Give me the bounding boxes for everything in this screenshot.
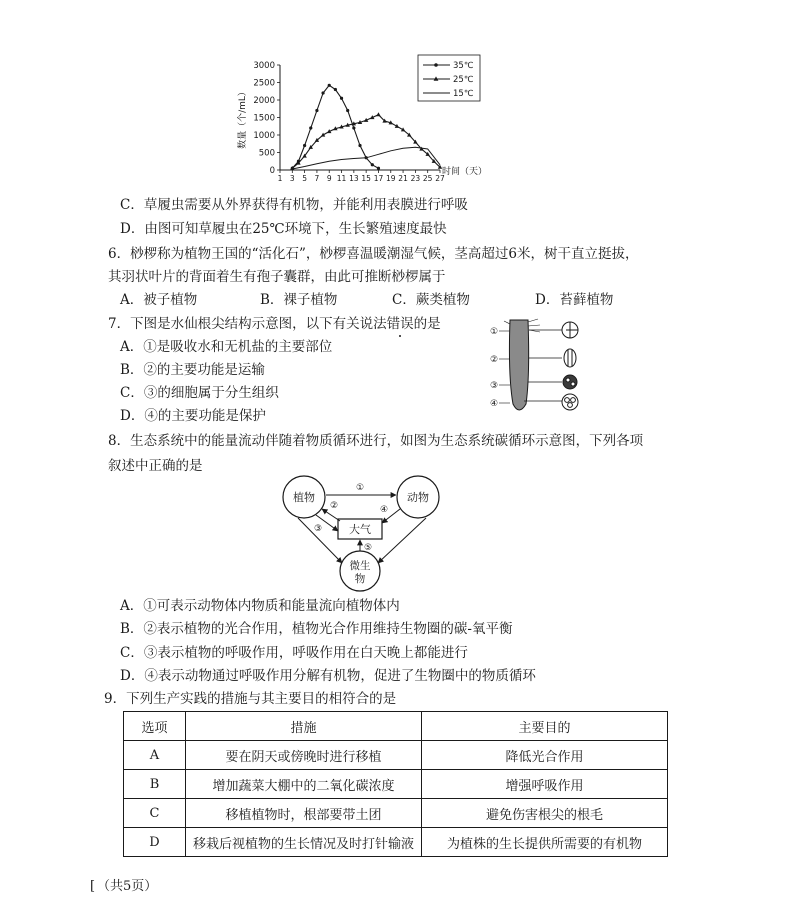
y-axis-label: 数量（个/mL） [238,87,248,149]
q7-option-c: C．③的细胞属于分生组织 [120,385,279,401]
series-point-0 [309,126,312,129]
arrow-2-label: ② [330,501,339,511]
cell-4-cluster [562,394,578,410]
q6-option-c: C．蕨类植物 [392,292,470,308]
table-cell-purpose: 降低光合作用 [422,741,668,770]
footer-bracket-mark: [ [90,879,96,894]
footer-page-count: （共5页） [97,879,158,894]
x-tick-label: 7 [314,174,320,183]
q7-option-a: A．①是吸收水和无机盐的主要部位 [120,339,333,355]
x-tick-label: 25 [422,174,433,183]
root-label-4: ④ [490,399,499,409]
arrow-3-label: ③ [314,524,323,534]
q7-stem-emphasis: 错误 [386,316,414,332]
table-cell-purpose: 增强呼吸作用 [422,770,668,799]
y-tick-label: 3000 [253,61,275,71]
carbon-cycle-diagram [270,475,460,593]
q5-option-d: D．由图可知草履虫在25℃环境下，生长繁殖速度最快 [120,221,447,237]
legend-label-1: 25℃ [453,75,474,85]
q6-option-d: D．苔藓植物 [535,292,614,308]
table-row [124,828,668,857]
series-point-0 [377,167,380,170]
x-axis-label: 时间（天） [442,167,488,177]
x-tick-label: 5 [302,174,308,183]
table-cell-measure: 移植植物时，根部要带土团 [186,799,422,828]
table-cell-purpose: 为植株的生长提供所需要的有机物 [422,828,668,857]
series-point-0 [371,163,374,166]
q7-stem-pre: 7．下图是水仙根尖结构示意图，以下有关说法 [108,316,387,332]
series-point-0 [321,91,324,94]
q6-stem-line2: 其羽状叶片的背面着生有孢子囊群，由此可推断桫椤属于 [108,269,446,285]
chart-legend [418,55,480,101]
microbe-label-line2: 物 [354,573,366,585]
x-tick-label: 3 [289,174,295,183]
series-point-0 [315,109,318,112]
header-purpose: 主要目的 [422,712,668,741]
arrow-animal-to-microbe [378,518,426,563]
x-tick-label: 11 [336,174,347,183]
q7-option-b: B．②的主要功能是运输 [120,362,265,378]
series-point-0 [334,88,337,91]
q8-stem-line2: 叙述中正确的是 [108,458,203,474]
y-tick-label: 500 [258,148,275,159]
arrow-4-label: ④ [380,505,389,515]
series-point-0 [303,144,306,147]
x-tick-label: 27 [435,174,445,183]
header-measure: 措施 [186,712,422,741]
root-leader-lines [499,331,510,403]
q6-stem-line1: 6．桫椤称为植物王国的“活化石”，桫椤喜温暖潮湿气候，茎高超过6米，树干直立挺拔， [108,246,639,262]
cell-3-cluster [563,375,577,389]
series-line-1 [292,115,440,169]
table-cell-option: A [124,741,186,770]
q7-option-d: D．④的主要功能是保护 [120,408,266,424]
table-row [124,741,668,770]
cell-2-vessel-cell [564,349,576,367]
q5-option-c: C．草履虫需要从外界获得有机物，并能利用表膜进行呼吸 [120,197,468,213]
series-point-1 [376,112,380,116]
root-tip-diagram [486,316,594,416]
table-cell-option: B [124,770,186,799]
q8-option-a: A．①可表示动物体内物质和能量流向植物体内 [120,598,400,614]
legend-marker-0 [434,63,438,67]
y-tick-label: 1500 [253,113,275,124]
q6-option-b: B．裸子植物 [260,292,338,308]
legend-label-2: 15℃ [453,89,474,99]
microbe-label-line1: 微生 [349,560,371,572]
table-cell-measure: 要在阴天或傍晚时进行移植 [186,741,422,770]
root-body [509,320,528,410]
root-label-3: ③ [490,381,499,391]
x-tick-label: 15 [361,174,371,183]
series-point-0 [358,144,361,147]
header-option: 选项 [124,712,186,741]
q8-option-d: D．④表示动物通过呼吸作用分解有机物，促进了生物圈中的物质循环 [120,668,536,684]
q7-stem-post: 的是 [413,316,441,332]
y-tick-label: 2500 [253,78,275,89]
air-label: 大气 [349,523,371,536]
y-tick-label: 0 [269,166,275,176]
table-row [124,770,668,799]
table-cell-measure: 移栽后视植物的生长情况及时打针输液 [186,828,422,857]
y-tick-label: 1000 [253,131,275,141]
q8-option-c: C．③表示植物的呼吸作用，呼吸作用在白天晚上都能进行 [120,645,468,661]
table-cell-option: D [124,828,186,857]
x-tick-label: 1 [277,174,283,183]
table-row [124,799,668,828]
table-cell-measure: 增加蔬菜大棚中的二氧化碳浓度 [186,770,422,799]
measures-table [123,711,668,857]
x-tick-label: 19 [385,174,396,183]
q7-stem [108,318,441,332]
series-point-0 [340,97,343,100]
legend-label-0: 35℃ [453,61,474,71]
plant-label: 植物 [293,491,315,504]
population-line-chart [230,50,500,185]
series-line-2 [292,147,440,169]
table-cell-purpose: 避免伤害根尖的根毛 [422,799,668,828]
table-cell-option: C [124,799,186,828]
x-tick-label: 23 [410,174,421,183]
root-label-2: ② [490,355,499,365]
x-tick-label: 21 [398,174,408,183]
y-tick-label: 2000 [253,96,275,106]
q8-option-b: B．②表示植物的光合作用，植物光合作用维持生物圈的碳-氧平衡 [120,621,513,637]
arrow-1-label: ① [356,483,365,493]
series-point-0 [328,84,331,87]
q6-option-a: A．被子植物 [120,292,198,308]
cell-callouts [524,330,562,401]
arrow-5-label: ⑤ [364,543,373,553]
x-tick-label: 13 [349,174,359,183]
x-tick-label: 9 [326,174,332,183]
series-point-0 [352,126,355,129]
x-tick-label: 17 [373,174,384,183]
q8-stem-line1: 8．生态系统中的能量流动伴随着物质循环进行，如图为生态系统碳循环示意图，下列各项 [108,433,644,449]
root-label-1: ① [490,327,499,337]
q9-stem: 9．下列生产实践的措施与其主要目的相符合的是 [104,691,397,707]
series-point-0 [346,109,349,112]
cell-1-hair-cell [562,322,578,338]
table-header-row [124,712,668,741]
animal-label: 动物 [407,491,429,504]
